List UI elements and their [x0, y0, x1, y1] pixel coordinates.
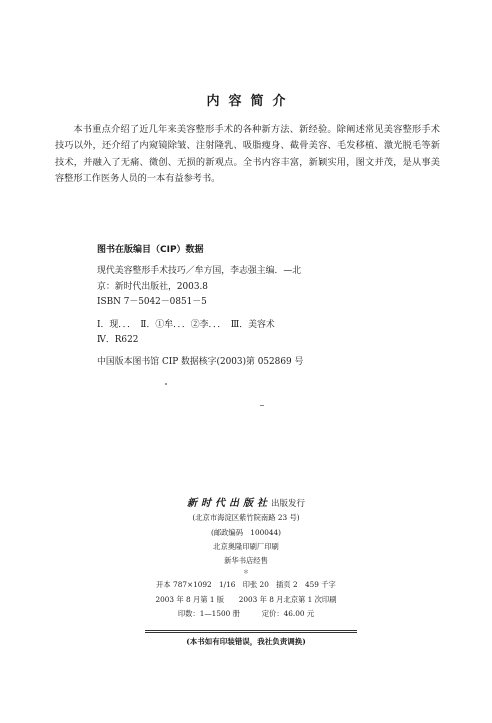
cip-block [97, 243, 397, 370]
edition-line: 2003 年 8 月第 1 版 2003 年 8 月北京第 1 次印刷 [155, 594, 337, 604]
print-run-price-line: 印数：1—1500 册 定价：46.00 元 [177, 609, 315, 619]
cip-class-code: Ⅳ．R622 [97, 335, 139, 346]
publisher-line [0, 497, 492, 511]
cip-classification-line: Ⅰ．现．．． Ⅱ．①牟．．．②李．．． Ⅲ．美容术 [97, 320, 275, 331]
cip-publisher-line: 京：新时代出版社，2003.8 [97, 281, 208, 292]
printer-line: 北京奥隆印刷厂印刷 [213, 541, 279, 551]
publisher-postcode: (邮政编码 100044) [210, 527, 282, 537]
separator-star: ＊ [242, 569, 249, 577]
scan-mark [260, 405, 264, 406]
format-line: 开本 787×1092 1/16 印张 20 插页 2 459 千字 [156, 580, 336, 590]
scan-speck [165, 383, 167, 385]
publisher-address: (北京市海淀区紫竹院南路 23 号) [192, 513, 300, 523]
cip-gap [97, 310, 397, 318]
publisher-suffix: 出版发行 [270, 499, 305, 509]
intro-paragraph: 本书重点介绍了近几年来美容整形手术的各种新方法、新经验。除阐述常见美容整形手术技巧以外，还介绍了内窥镜除皱、注射隆乳、吸脂瘦身、截骨美容、毛发移植、激光脱毛等新技术，并融入了无痛、微创、无损的新观点。全书内容丰富，新颖实用，图文并茂，是从事美容整形工作医务人员的一本有益参考书。 [55, 124, 440, 184]
divider-rule-2 [145, 632, 357, 633]
cip-isbn: ISBN 7－5042－0851－5 [97, 296, 207, 307]
distributor-line: 新华书店经售 [224, 556, 268, 566]
cip-heading: 图书在版编目（CIP）数据 [97, 245, 204, 255]
defect-notice: (本书如有印装错误，我社负责调换) [186, 637, 306, 646]
imprint-block [0, 497, 492, 621]
cip-title-line: 现代美容整形手术技巧／牟方国，李志强主编．—北 [97, 266, 302, 277]
divider-rule [145, 630, 357, 631]
intro-title: 内容简介 [206, 94, 295, 109]
publisher-name: 新时代出版社 [186, 498, 271, 509]
cip-record-number: 中国版本图书馆 CIP 数据核字(2003)第 052869 号 [97, 356, 304, 367]
